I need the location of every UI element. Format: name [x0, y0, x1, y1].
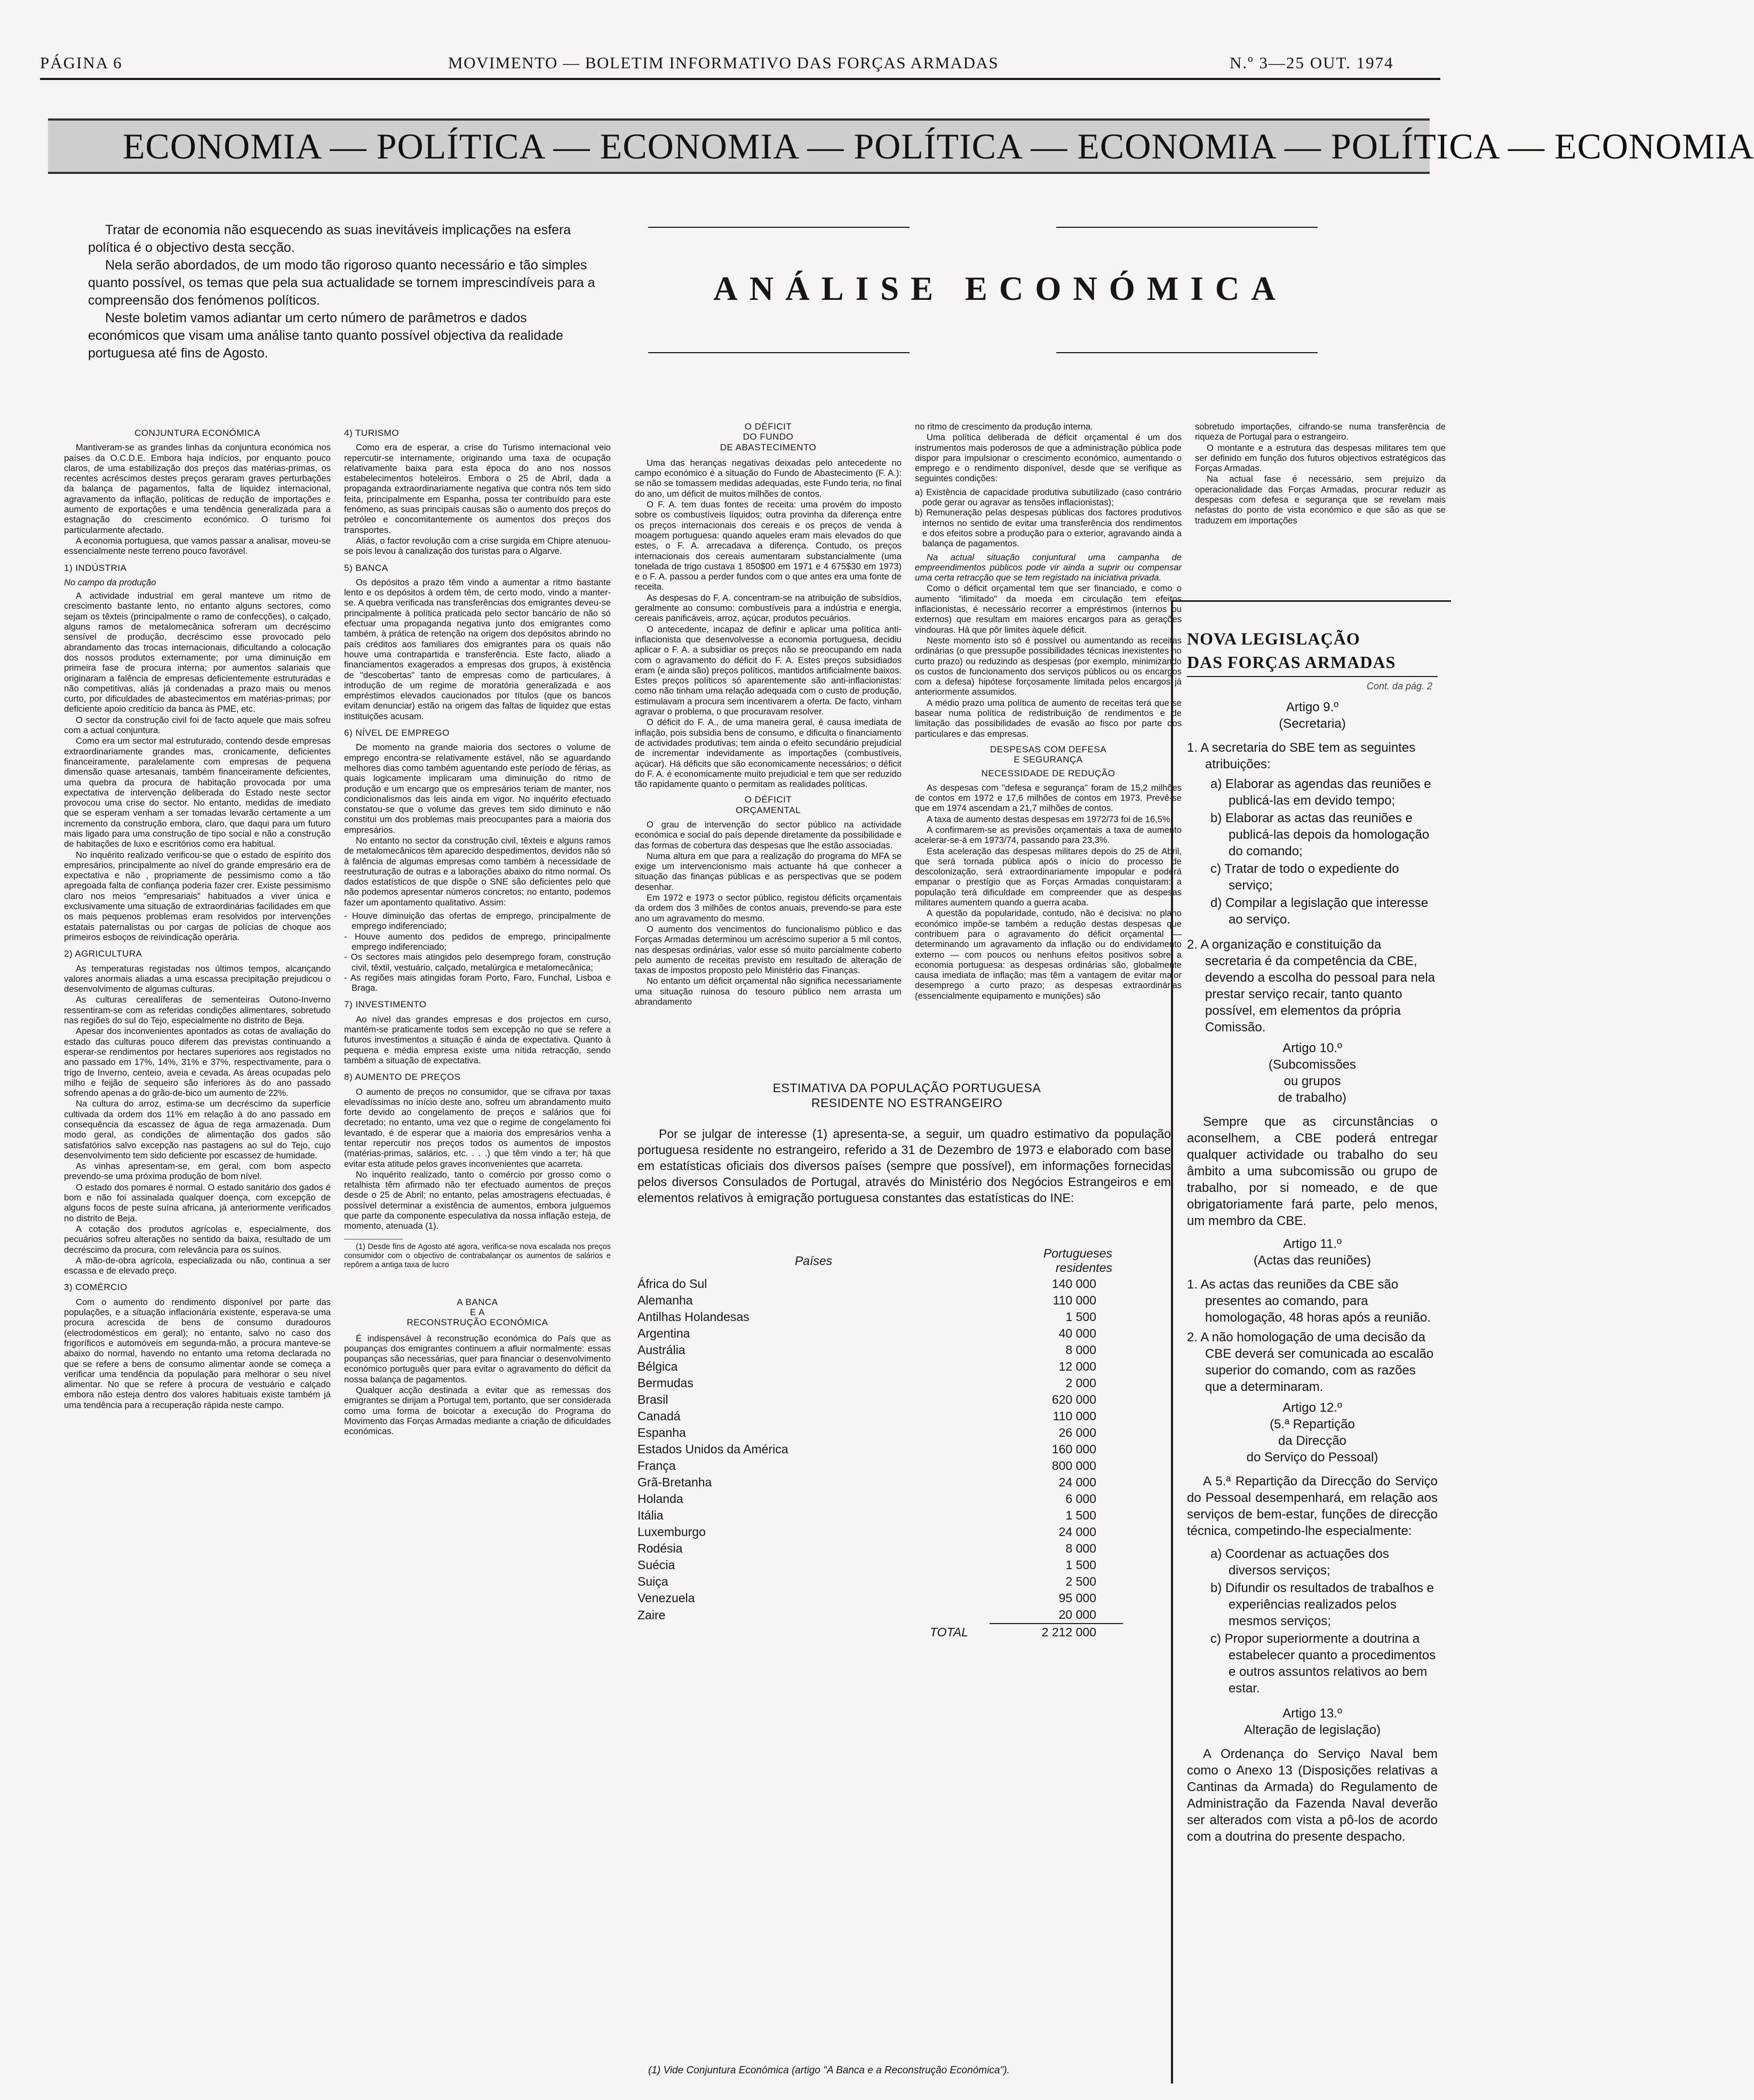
paragraph: Os depósitos a prazo têm vindo a aumentar a ritmo bastante lento e os depósitos à ordem têm, de certo modo, vindo a manter-se. A quebra verificada nas transferências dos emigrantes deveu-se principalmente à política praticada pelo sector bancário de não só efectuar uma propaganda negativa junto dos emigrantes como também, à prática de retenção na origem dos depósitos abrindo no país créditos aos familiares dos emigrantes para os quais não houve uma contrapartida e transferência. Este facto, aliado a financiamentos exagerados a empresas dos grupos, à existência de "descobertas" tanto de empresas como de particulares, à introdução de um regime de moratória generalizada e aos empréstimos elevados caucionados por títulos (que os bancos evitam denunciar) estão na origem das faltas de liquidez que estas instituições acusam.	[344, 577, 611, 721]
population-title-line: ESTIMATIVA DA POPULAÇÃO PORTUGUESA	[772, 1081, 1041, 1095]
table-row	[637, 1408, 1123, 1425]
country-cell: Holanda	[637, 1492, 683, 1506]
value-cell: 20 000	[1058, 1608, 1096, 1621]
paragraph: Na actual fase é necessário, sem prejuízo da operacionalidade das Forças Armadas, procurar reduzir as despesas com defesa e segurança que se revelam mais nefastas do ponto de vista económico e que são as que se traduzem em importações	[1195, 474, 1446, 526]
country-cell: Suécia	[637, 1558, 675, 1572]
value-cell: 8 000	[1065, 1541, 1096, 1555]
paragraph: A cotação dos produtos agrícolas e, especialmente, dos pecuários sofreu alterações no sentido da baixa, resultado de um decréscimo da procura, com relevância para os suínos.	[64, 1223, 331, 1255]
value-cell: 12 000	[1058, 1359, 1096, 1373]
paragraph: Qualquer acção destinada a evitar que as remessas dos emigrantes se dirijam a Portugal tem, portanto, que ser considerada como uma forma de boicotar a execução do Programa do Movimento das Forças Armadas mediante a criação de dificuldades económicas.	[344, 1385, 611, 1437]
country-cell: África do Sul	[637, 1277, 707, 1291]
article-title: de trabalho)	[1278, 1091, 1347, 1105]
list-item: a) Existência de capacidade produtiva subutilizado (caso contrário pode gerar ou agravar as tensões inflacionistas);	[915, 487, 1182, 508]
issue-date: N.º 3—25 OUT. 1974	[1230, 53, 1394, 72]
paragraph: Sempre que as circunstâncias o aconselhem, a CBE poderá entregar qualquer actividade ou trabalho do seu âmbito a uma subcomissão ou grupo de trabalho, por si nomeado, e de que obrigatoriamente fará parte, pelo menos, um membro da CBE.	[1187, 1115, 1438, 1228]
country-cell: Grã-Bretanha	[637, 1475, 712, 1489]
country-cell: Argentina	[637, 1326, 690, 1340]
table-row	[637, 1557, 1123, 1573]
title-rule-top	[648, 227, 910, 228]
article-heading: ORÇAMENTAL	[736, 805, 801, 815]
table-row	[637, 1276, 1123, 1292]
paragraph: A mão-de-obra agrícola, especializada ou não, continua a ser escassa e de elevado preço.	[64, 1255, 331, 1276]
table-row	[637, 1375, 1123, 1391]
paragraph: O antecedente, incapaz de definir e aplicar uma política anti-inflacionista que desenvolvesse a economia portuguesa, decidiu aplicar o F. A. a subsidiar os preços não se preocupando em nada com o agravamento do déficit do F. A. Estes preços subsidiados eram (e ainda são) preços políticos, mantidos artificialmente baixos. Estes preços políticos só aparentemente são anti-inflacionistas: como não tinham uma relação adequada com o custo de produção, estimulavam a procura sem incentivarem a oferta. De facto, vinham agravar o problema, o que procuravam resolver.	[635, 624, 902, 717]
article-heading: A BANCA	[457, 1296, 498, 1307]
paragraph: As culturas cerealíferas de sementeiras Outono-Inverno ressentiram-se com as referidas condições alimentares, sobretudo nas regiões do sul do Tejo, especialmente no distrito de Beja.	[64, 995, 331, 1026]
title-rule-top	[1056, 227, 1318, 228]
intro-paragraph: Neste boletim vamos adiantar um certo número de parâmetros e dados económicos que visam uma análise tanto quanto possível objectiva da realidade portuguesa até fins de Agosto.	[88, 311, 563, 361]
article-title: da Direcção	[1278, 1434, 1347, 1448]
paragraph: Esta aceleração das despesas militares depois do 25 de Abril, que será tornada pública após o início do processo de descolonização, será extraordinariamente impopular e poderá empanar o prestígio que as Forças Armadas conquistaram: a população terá dificuldade em compreender que as despesas militares aumentem quando a guerra acaba.	[915, 846, 1182, 908]
paragraph: Como o déficit orçamental tem que ser financiado, e como o aumento "ilimitado" da moeda em circulação tem efeitos inflacionistas, é necessário recorrer a empréstimos (internos ou externos) que resultam em maiores encargos para as gerações vindouras. Há que pôr limites àquele déficit.	[915, 583, 1182, 635]
section-intro	[88, 221, 600, 362]
list-item: a) Elaborar as agendas das reuniões e publicá-las em devido tempo;	[1210, 777, 1431, 808]
publication-title: MOVIMENTO — BOLETIM INFORMATIVO DAS FORÇAS ARMADAS	[448, 53, 999, 72]
value-cell: 2 000	[1065, 1376, 1096, 1390]
paragraph: No entanto no sector da construção civil, têxteis e alguns ramos de metalomecânicos têm aparecido despedimentos, devidos não só à falência de algumas empresas como também à necessidade de reestruturação de outras e a laborações abaixo do ritmo normal. Os dados estatísticos de que dispõe o SNE são deficientes pelo que não podemos apresentar números concretos; no entanto, podemos fazer um apontamento qualitativo. Assim:	[344, 835, 611, 908]
table-row	[637, 1425, 1123, 1441]
paragraph: No inquérito realizado, tanto o comércio por grosso como o retalhista têm afirmado não ter efectuado aumentos de preços desde o 25 de Abril; no entanto, pelas amostragens efectuadas, é possível determinar a existência de aumentos, embora julguemos que parte da componente especulativa da nossa inflação esteja, de momento, atenuada (1).	[344, 1169, 611, 1231]
header-rule	[40, 78, 1440, 80]
population-table	[637, 1246, 1123, 1641]
article-heading: NECESSIDADE DE REDUÇÃO	[981, 768, 1115, 778]
country-cell: Luxemburgo	[637, 1525, 706, 1539]
table-row	[637, 1540, 1123, 1557]
title-rule-bottom	[1056, 352, 1318, 353]
country-cell: Austrália	[637, 1343, 685, 1357]
value-cell: 26 000	[1058, 1426, 1096, 1439]
country-cell: Venezuela	[637, 1591, 695, 1605]
clause: 1. A secretaria do SBE tem as seguintes atribuições:	[1187, 741, 1416, 771]
paragraph: O grau de intervenção do sector público na actividade económica e social do país depende diretamente da possibilidade e das formas de cobertura das despesas que lhe estão associadas.	[635, 819, 902, 850]
paragraph: As despesas com "defesa e segurança" foram de 15,2 milhões de contos em 1972 e 17,6 milhões de contos em 1973. Prevê-se que em 1974 ascendam a 21,7 milhões de contos.	[915, 782, 1182, 814]
legislacao-article	[1187, 627, 1438, 2078]
value-cell: 110 000	[1053, 1409, 1096, 1423]
paragraph: O aumento dos vencimentos do funcionalismo público e das Forças Armadas determinou um acréscimo superior a 5 mil contos, nas despesas ordinárias, valor esse só muito parcialmente coberto pelo aumento de receitas previsto em resultado de alteração de taxas de impostos proposto pelo Ministério das Finanças.	[635, 924, 902, 976]
country-cell: França	[637, 1459, 676, 1473]
clause-list	[1187, 776, 1438, 928]
article-number: Artigo 12.º	[1282, 1401, 1342, 1415]
value-cell: 40 000	[1058, 1326, 1096, 1340]
article-heading: CONJUNTURA ECONÓMICA	[134, 428, 260, 438]
article-heading: DE ABASTECIMENTO	[720, 442, 817, 452]
clause: 2. A não homologação de uma decisão da CBE deverá ser comunicada ao escalão superior do comando, com as razões que a determinaram.	[1187, 1330, 1434, 1394]
list-item: - Os sectores mais atingidos pelo desemprego foram, construção civil, têxtil, vestuário, calçado, metalúrgica e metalomecânica;	[344, 952, 611, 973]
article-heading: DESPESAS COM DEFESA	[990, 744, 1107, 754]
total-value: 2 212 000	[990, 1624, 1123, 1641]
paragraph: A Ordenança do Serviço Naval bem como o Anexo 13 (Disposições relativas a Cantinas da Armada) do Regulamento de Administração da Fazenda Naval deverão ser alterados com vista a pô-los de acordo com a doutrina do presente despacho.	[1187, 1747, 1438, 1844]
paragraph: A confirmarem-se as previsões orçamentais a taxa de aumento acelerar-se-á em 1973/74, passando para 23,3%.	[915, 824, 1182, 846]
employment-list	[344, 911, 611, 993]
conditions-list	[915, 487, 1182, 549]
paragraph: no ritmo de crescimento da produção interna.	[915, 421, 1093, 432]
article-number: Artigo 13.º	[1282, 1706, 1342, 1721]
paragraph: A questão da popularidade, contudo, não é decisiva: no plano económico impõe-se também a redução destas despesas que contribuem para o agravamento do déficit orçamental — determinando um agravamento da inflação ou do endividamento externo — com poucos ou nenhuns efeitos positivos sobre a economia portuguesa: as despesas ordinárias são, globalmente causa imediata de inflação; mas têm a vantagem de evitar maior desemprego a curto prazo; as despesas extraordinárias (essencialmente equipamento e munições) são	[915, 908, 1182, 1001]
section-heading: 2) AGRICULTURA	[64, 949, 142, 959]
value-cell: 2 500	[1065, 1574, 1096, 1588]
table-row	[637, 1292, 1123, 1309]
country-cell: Estados Unidos da América	[637, 1442, 788, 1456]
table-row	[637, 1573, 1123, 1590]
title-rule-bottom	[648, 352, 910, 353]
column-despesas	[915, 421, 1182, 1040]
paragraph: A taxa de aumento destas despesas em 1972/73 foi de 16,5%.	[927, 814, 1173, 824]
list-item: b) Difundir os resultados de trabalhos e experiências realizados pelos mesmos serviços;	[1210, 1581, 1434, 1628]
article-title: (Subcomissões	[1268, 1057, 1357, 1072]
paragraph: No entanto um déficit orçamental não significa necessariamente uma situação ruinosa do tesouro público nem arrasta um abrandamento	[635, 976, 902, 1007]
value-cell: 800 000	[1051, 1459, 1096, 1473]
country-cell: Zaire	[637, 1608, 666, 1622]
section-heading: 4) TURISMO	[344, 428, 399, 438]
article-heading: O DÉFICIT	[744, 421, 792, 432]
paragraph: Como era um sector mal estruturado, contendo desde empresas extraordinariamente grandes mas, cronicamente, deficientes financeiramente, paralelamente com empresas de pequena dimensão quase artesanais, também financeiramente deficientes, uma quebra da procura de habitação provocada por uma expectativa de intervenção deliberada do Estado neste sector provocou uma crise do sector. No entanto, medidas de imediato que se esperam venham a ser tomadas levarão certamente a um incremento da construção embora, claro, que daqui para um futuro mais ligado para uma construção de tipo social e não a construção de habitações de luxo e escritórios como era habitual.	[64, 736, 331, 849]
table-row	[637, 1309, 1123, 1325]
table-row	[637, 1325, 1123, 1342]
paragraph: O montante e a estrutura das despesas militares tem que ser definido em função dos futuros objectivos estratégicos das Forças Armadas.	[1195, 442, 1446, 474]
population-intro: Por se julgar de interesse (1) apresenta-se, a seguir, um quadro estimativo da população portuguesa residente no estrangeiro, referido a 31 de Dezembro de 1973 e elaborado com base em estatísticas oficiais dos diversos países (sempre que possível), em informações fornecidas pelos diversos Consulados de Portugal, através do Ministério dos Negócios Estrangeiros e em elementos relativos à emigração portuguesa constantes das estatísticas do INE:	[637, 1127, 1171, 1205]
intro-paragraph: Tratar de economia não esquecendo as suas inevitáveis implicações na esfera política é o objectivo desta secção.	[88, 222, 571, 255]
legislacao-title: DAS FORÇAS ARMADAS	[1187, 653, 1396, 672]
list-item: - Houve aumento dos pedidos de emprego, principalmente emprego indiferenciado;	[344, 931, 611, 952]
table-row	[637, 1441, 1123, 1458]
value-cell: 24 000	[1058, 1525, 1096, 1539]
paragraph: Aliás, o factor revolução com a crise surgida em Chipre atenuou-se pois levou à canalização dos turistas para o Algarve.	[344, 535, 611, 556]
article-title: (5.ª Repartição	[1270, 1417, 1355, 1431]
value-cell: 8 000	[1065, 1343, 1096, 1357]
column-turismo	[344, 421, 611, 2075]
paragraph: Uma das heranças negativas deixadas pelo antecedente no campo económico é a situação do Fundo de Abastecimento (F. A.): se não se tomassem medidas adequadas, este Fundo teria, no final do ano, um déficit de muitos milhões de contos.	[635, 457, 902, 499]
section-heading: 6) NÍVEL DE EMPREGO	[344, 728, 450, 738]
article-title: (Secretaria)	[1279, 717, 1346, 731]
value-cell: 110 000	[1053, 1293, 1096, 1307]
article-title: (Actas das reuniões)	[1253, 1253, 1372, 1268]
list-item: - Houve diminuição das ofertas de emprego, principalmente de emprego indiferenciado;	[344, 911, 611, 932]
paragraph: O déficit do F. A., de uma maneira geral, é causa imediata de inflação, pois subsidia bens de consumo, e dificulta o financiamento de actividades produtivas; tem ainda o efeito secundário prejudicial de incrementar indevidamente as importações (combustíveis, açúcar). Há déficits que são economicamente necessários; o déficit do F. A. é economicamente muito prejudicial e tem que ser reduzido tão rapidamente quanto o permitam as realidades políticas.	[635, 717, 902, 790]
article-title: ou grupos	[1283, 1074, 1341, 1088]
table-row	[637, 1342, 1123, 1358]
country-cell: Rodésia	[637, 1541, 683, 1555]
paragraph: Ao nível das grandes empresas e dos projectos em curso, mantém-se praticamente todos sem excepção no que se refere a futuros investimentos a situação é ainda de expectativa. Quanto à pequena e média empresa existe uma nítida retracção, sendo também a situação de expectativa.	[344, 1014, 611, 1065]
section-heading: 8) AUMENTO DE PREÇOS	[344, 1072, 461, 1083]
value-cell: 160 000	[1051, 1442, 1096, 1456]
value-cell: 140 000	[1051, 1277, 1096, 1291]
list-item: d) Compilar a legislação que interesse ao serviço.	[1210, 896, 1429, 927]
list-item: a) Coordenar as actuações dos diversos serviços;	[1210, 1547, 1389, 1578]
paragraph: Na actual situação conjuntural uma campanha de empreendimentos públicos pode vir ainda a suprir ou compensar uma certa retracção que se tem registado na iniciativa privada.	[915, 552, 1182, 583]
table-row	[637, 1590, 1123, 1606]
article-heading: O DÉFICIT	[744, 794, 792, 805]
total-label: TOTAL	[930, 1625, 968, 1639]
value-cell: 6 000	[1065, 1492, 1096, 1506]
country-cell: Brasil	[637, 1393, 668, 1406]
country-cell: Itália	[637, 1508, 664, 1522]
population-footnote: (1) Vide Conjuntura Económica (artigo "A Banca e a Reconstrução Económica").	[648, 2065, 1010, 2076]
country-cell: Bélgica	[637, 1359, 678, 1373]
table-row	[637, 1606, 1123, 1624]
article-heading: E SEGURANÇA	[1014, 754, 1083, 765]
population-table-wrap	[637, 1246, 1171, 1641]
table-row	[637, 1358, 1123, 1375]
intro-paragraph: Nela serão abordados, de um modo tão rigoroso quanto necessário e tão simples quanto possível, os temas que pela sua actualidade se tornem imprescindíveis para a compreensão dos fenómenos políticos.	[88, 258, 595, 308]
table-row	[637, 1491, 1123, 1507]
paragraph: A médio prazo uma política de aumento de receitas terá que se basear numa política de redistribuição de rendimentos e de limitação das possibilidades de evasão ao fisco por parte dos particulares e das empresas.	[915, 697, 1182, 739]
article-title: do Serviço do Pessoal)	[1246, 1450, 1378, 1465]
paragraph: Em 1972 e 1973 o sector público, registou déficits orçamentais da ordem dos 3 milhões de contos anuais, prevendo-se para este ano um agravamento do mesmo.	[635, 893, 902, 924]
column-defesa-cont	[1195, 421, 1446, 592]
list-item: c) Tratar de todo o expediente do serviço;	[1210, 862, 1399, 893]
article-title: Alteração de legislação)	[1243, 1723, 1381, 1737]
country-cell: Espanha	[637, 1426, 686, 1439]
article-heading: E A	[470, 1307, 485, 1317]
table-row	[637, 1507, 1123, 1524]
paragraph: O aumento de preços no consumidor, que se cifrava por taxas elevadíssimas no início deste ano, sofreu um abrandamento muito forte devido ao congelamento de preços e salários que foi decretado; no entanto, uma vez que o regime de congelamento foi levantado, é de esperar que a maioria dos empresários venha a tentar repercutir nos preços todos os aumentos de impostos (matérias-primas, salários, etc. . . .) que têm vindo a ter; há que evitar esta atitude pelos graves inconvenientes que acarreta.	[344, 1086, 611, 1169]
continuation-note: Cont. da pág. 2	[1366, 681, 1432, 691]
paragraph: As despesas do F. A. concentram-se na atribuição de subsídios, geralmente ao consumo: combustíveis para a indústria e energia, cereais panificáveis, arroz, açúcar, produtos pecuários.	[635, 592, 902, 624]
population-title	[640, 1080, 1174, 1110]
subheading: No campo da produção	[64, 577, 156, 587]
list-item: b) Remuneração pelas despesas públicas dos factores produtivos internos no sentido de evitar uma transferência dos rendimentos e dos efeitos sobre a produção para o exterior, agravando ainda a balança de pagamentos.	[915, 507, 1182, 549]
clause: 2. A organização e constituição da secretaria é da competência da CBE, devendo a escolha do pessoal para nela prestar serviço recair, tanto quanto possível, em elementos da própria Comissão.	[1187, 937, 1435, 1035]
clause-list	[1187, 1546, 1438, 1697]
paragraph: O estado dos pomares é normal. O estado sanitário dos gados é bom e não foi assinalada qualquer doença, com excepção de alguns focos de peste suína africana, já anteriormente verificados no distrito de Beja.	[64, 1182, 331, 1223]
column-header-value: Portugueses residentes	[1043, 1246, 1112, 1275]
article-heading: RECONSTRUÇÃO ECONÓMICA	[406, 1317, 548, 1328]
footnote: (1) Desde fins de Agosto até agora, verifica-se nova escalada nos preços consumidor com o objectivo de contrabalançar os aumentos de salários e repôrem a antiga taxa de lucro	[344, 1242, 611, 1269]
paragraph: sobretudo importações, cifrando-se numa transferência de riqueza de Portugal para o estrangeiro.	[1195, 421, 1446, 442]
paragraph: No inquérito realizado verificou-se que o estado de espírito dos empresários, principalmente ao nível do grande empresário era de expectativa e não , propriamente de pessimismo como a tão apregoada falta de confiança poderia fazer crer. Existe pessimismo claro nos meios "empresariais" habituados a viver única e exclusivamente uma situação de extraordinárias facilidades em que os mais pequenos problemas eram resolvidos por intervenções estatais paternalistas ou por cargas de polícias de choque aos primeiros esboços de reivindicação operária.	[64, 849, 331, 942]
column-deficit	[635, 421, 902, 1040]
list-item: c) Propor superiormente a doutrina a estabelecer quanto a procedimentos e outros assuntos relativos ao bem estar.	[1210, 1632, 1436, 1696]
table-row	[637, 1458, 1123, 1474]
list-item: b) Elaborar as actas das reuniões e publicá-las depois da homologação do comando;	[1210, 811, 1430, 858]
column-header-country: Países	[794, 1253, 833, 1268]
paragraph: A 5.ª Repartição da Direcção do Serviço do Pessoal desempenhará, em relação aos serviços de bem-estar, funções de direcção técnica, competindo-lhe especialmente:	[1187, 1474, 1438, 1538]
section-heading: 5) BANCA	[344, 562, 388, 573]
paragraph: É indispensável à reconstrução económica do País que as poupanças dos emigrantes continuem a afluir normalmente: essas poupanças são necessárias, quer para financiar o desenvolvimento económico português quer para evitar o agravamento do déficit da nossa balança de pagamentos.	[344, 1333, 611, 1385]
country-cell: Alemanha	[637, 1293, 693, 1307]
paragraph: A actividade industrial em geral manteve um ritmo de crescimento bastante lento, no entanto alguns sectores, como sejam os têxteis (principalmente o ramo de confecções), o calçado, alguns ramos de metalomecânica sofreram um decréscimo sensível de produção, decréscimo esse provocado pelo abrandamento das trocas internacionais, dificultando a colocação dos nossos produtos externamente; por uma diminuição em primeira fase de procura interna; por aumentos salariais que originaram a falência de empresas deficientemente estruturadas e não competitivas, aliás já condenadas a prazo mais ou menos curto, por dificuldades de abastecimentos em matérias-primas; por deficiente apoio creditício da banca às PME, etc.	[64, 591, 331, 714]
section-heading: 1) INDÚSTRIA	[64, 562, 127, 573]
paragraph: A economia portuguesa, que vamos passar a analisar, moveu-se essencialmente neste terreno pouco favorável.	[64, 535, 331, 556]
country-cell: Suiça	[637, 1574, 668, 1588]
paragraph: Na cultura do arroz, estima-se um decréscimo da superfície cultivada da ordem dos 11% em relação à do ano passado em consequência da escassez de água de rega armazenada. Dum modo geral, as condições de alimentação dos gados são satisfatórios salvo excepção nas pastagens ao sul do Tejo, cujo desenvolvimento tem sido deficiente por escassez de humidade.	[64, 1099, 331, 1160]
list-item: - As regiões mais atingidas foram Porto, Faro, Funchal, Lisboa e Braga.	[344, 972, 611, 993]
table-row	[637, 1391, 1123, 1408]
main-title: ANÁLISE ECONÓMICA	[713, 270, 1287, 307]
section-heading: 3) COMÉRCIO	[64, 1282, 127, 1293]
article-number: Artigo 9.º	[1286, 700, 1339, 714]
paragraph: Mantiveram-se as grandes linhas da conjuntura económica nos países da O.C.D.E. Embora haja indícios, por enquanto pouco claros, de uma estabilização dos preços das matérias-primas, os recentes acréscimos destes preços geraram graves perturbações da balança de pagamentos, falta de liquidez internacional, agravamento da inflação, políticas de redução de importações e aumento de exportações e uma tendência generalizada para a estagnação do crescimento económico. O turismo foi particularmente afectado.	[64, 442, 331, 535]
section-heading: 7) INVESTIMENTO	[344, 999, 427, 1010]
paragraph: De momento na grande maioria dos sectores o volume de emprego encontra-se relativamente estável, não se aguardando melhores dias como também aguentando este período de férias, as quais logicamente implicaram uma diminuição do ritmo de produção e um encargo que os empresários teriam de manter, nos condicionalismos das leis ainda em vigor. No inquérito efectuado constatou-se que o volume das greves tem sido diminuto e não constitui um dos problemas mais preocupantes para a maioria dos empresários.	[344, 742, 611, 835]
article-number: Artigo 10.º	[1282, 1041, 1342, 1055]
paragraph: O F. A. tem duas fontes de receita: uma provém do imposto sobre os combustíveis líquidos; outra provinha da diferença entre os preços internacionais dos cereais e os preços de venda à moagem portuguesa: quando aqueles eram mais elevados do que estes, o F. A. arrecadava a diferença. Contudo, os preços internacionais dos cereais aumentaram substancialmente (uma tonelada de trigo custava 1 850$00 em 1971 e 4 675$30 em 1973) e o F. A. passou a perder fundos com o que antes era uma fonte de receita.	[635, 499, 902, 592]
value-cell: 1 500	[1065, 1508, 1096, 1522]
article-number: Artigo 11.º	[1283, 1237, 1342, 1251]
clause: 1. As actas das reuniões da CBE são presentes ao comando, para homologação, 48 horas após a reunião.	[1187, 1277, 1431, 1325]
value-cell: 95 000	[1058, 1591, 1096, 1605]
paragraph: Uma política deliberada de déficit orçamental é um dos instrumentos mais poderosos de que a administração pública pode dispor para impulsionar o crescimento económico, aumentando o emprego e o rendimento disponível, desde que se verifique as seguintes condições:	[915, 432, 1182, 484]
paragraph: As vinhas apresentam-se, em geral, com bom aspecto prevendo-se uma próxima produção de bom nível.	[64, 1161, 331, 1182]
country-cell: Canadá	[637, 1409, 681, 1423]
value-cell: 1 500	[1065, 1558, 1096, 1572]
page-number: PÁGINA 6	[40, 53, 123, 72]
paragraph: Numa altura em que para a realização do programa do MFA se exige um intervencionismo mais actuante há que conhecer a situação das finanças públicas e as perspectivas que se podem desenhar.	[635, 850, 902, 892]
paragraph: Apesar dos inconvenientes apontados as cotas de avaliação do estado das culturas pouco diferem das previstas continuando a esperar-se rendimentos por hectares superiores aos registados no ano passado em 17%, 14%, 31% e 37%, respectivamente, para o trigo de Inverno, centeio, aveia e cevada. As áreas ocupadas pelo milho e feijão de sequeiro são inferiores às do ano passado sofrendo apenas a do grão-de-bico um aumento de 22%.	[64, 1026, 331, 1099]
country-cell: Antilhas Holandesas	[637, 1310, 750, 1324]
article-heading: DO FUNDO	[743, 432, 794, 442]
paragraph: O sector da construção civil foi de facto aquele que mais sofreu com a actual conjuntura.	[64, 714, 331, 736]
paragraph: Como era de esperar, a crise do Turismo internacional veio repercutir-se internamente, originando uma taxa de ocupação relativamente baixa para esta época do ano nos nossos estabelecimentos hoteleiros. Embora o 25 de Abril, dada a propaganda extraordinariamente negativa que contra nós tem sido feita, principalmente em Espanha, possa ter contribuído para este fenómeno, as suas principais causas são o aumento dos preços do petróleo e concomitantemente os aumentos dos preços dos transportes.	[344, 442, 611, 535]
table-row	[637, 1474, 1123, 1491]
paragraph: Neste momento isto só é possível ou aumentando as receitas ordinárias (o que pressupõe possibilidades técnicas inexistentes no curto prazo) ou reduzindo as despesas (por exemplo, minimizando os custos de funcionamento dos serviços públicos ou os encargos com a defesa) hipótese forçosamente limitada pelos encargos já anteriormente assumidos.	[915, 635, 1182, 697]
paragraph: As temperaturas registadas nos últimos tempos, alcançando valores anormais aliadas a uma escassa precipitação prejudicou o desenvolvimento de algumas culturas.	[64, 963, 331, 995]
value-cell: 1 500	[1065, 1310, 1096, 1324]
paragraph: Com o aumento do rendimento disponível por parte das populações, e a situação inflacionária existente, esperava-se uma procura acrescida de bens de consumo duradouros (electrodomésticos em geral); no entanto, salvo no caso dos frigoríficos e automóveis em segunda-mão, a procura manteve-se abaixo do normal, havendo no entanto uma retoma declarada no que se refere a bens de consumo alimentar aonde se começa a verificar uma tendência da população para melhorar o seu nível alimentar. No que se refere à procura de vestuário e calçado embora não esteja dentro dos valores habituais existe também já uma tendência para a recuperação rápida neste campo.	[64, 1296, 331, 1410]
table-row	[637, 1524, 1123, 1540]
value-cell: 24 000	[1058, 1475, 1096, 1489]
legislacao-title: NOVA LEGISLAÇÃO	[1187, 629, 1360, 648]
column-conjuntura	[64, 421, 331, 2075]
value-cell: 620 000	[1051, 1393, 1096, 1406]
country-cell: Bermudas	[637, 1376, 693, 1390]
population-title-line: RESIDENTE NO ESTRANGEIRO	[811, 1096, 1003, 1110]
section-banner: ECONOMIA — POLÍTICA — ECONOMIA — POLÍTICA — ECONOMIA — POLÍTICA — ECONOMIA	[48, 118, 1430, 174]
